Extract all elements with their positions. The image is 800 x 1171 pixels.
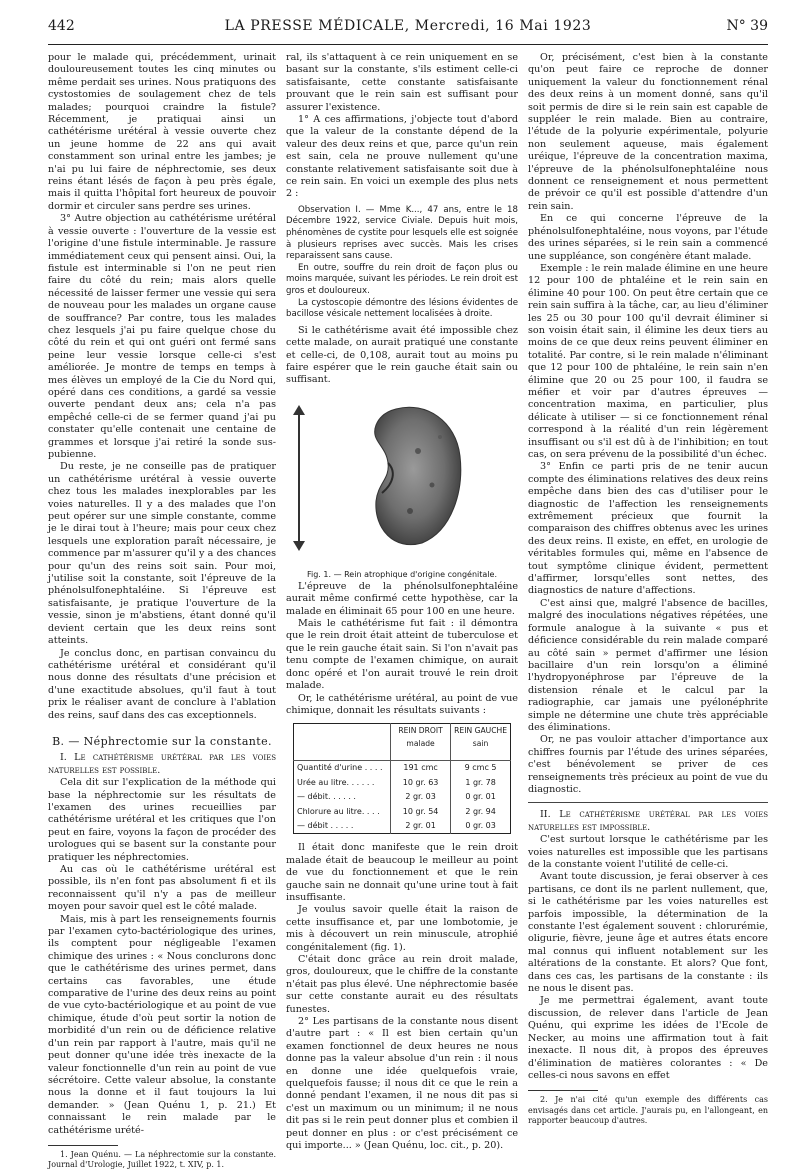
cell: 0 gr. 03	[451, 819, 511, 834]
observation-text: En outre, souffre du rein droit de façon plus ou moins marquée, suivant les périodes. Le rein droit est gros et douloureux.	[286, 262, 518, 297]
footnote: 1. Jean Quénu. — La néphrectomie sur la constante. Journal d'Urologie, Juillet 1922, t. XIV, p. 1.	[48, 1149, 276, 1170]
footnote-rule	[528, 1090, 598, 1091]
paragraph: Or, ne pas vouloir attacher d'importance aux chiffres fournis par l'étude des urines séparées, c'est bénévolement se priver de ces renseignements très précieux au point de vue du diagnostic.	[528, 734, 768, 795]
paragraph: Or, le cathétérisme urétéral, au point de vue chimique, donnait les résultats suivants :	[286, 692, 518, 716]
paragraph: Cela dit sur l'explication de la méthode qui base la néphrectomie sur les résultats de l'examen des urines recueillies par cathétérisme urétéral et les critiques que l'on peut en faire, voyons la façon de procéder des urologues qui se basent sur la constante pour pratiquer les néphrectomies.	[48, 777, 276, 863]
page-number: 442	[48, 18, 75, 34]
column-header: REIN GAUCHE sain	[451, 724, 511, 761]
footnote-rule	[48, 1145, 118, 1146]
scale-line	[298, 413, 300, 543]
issue-number: N° 39	[726, 18, 768, 34]
paragraph: pour le malade qui, précédemment, urinait douloureusement toutes les cinq minutes ou même perdait ses urines. Nous pratiquons des cystostomies de soulagement chez de tels malades; pourquoi craindre la fistule? Récemment, je pratiquai ainsi un cathétérisme urétéral à vessie ouverte chez un jeune homme de 22 ans qui avait constamment son urinal entre les jambes; je n'ai pu lui faire de néphrectomie, ses deux reins étant lésés de façon à peu près égale, mais il quitta l'hôpital fort heureux de pouvoir dormir et circuler sans perdre ses urines.	[48, 52, 276, 212]
observation-block	[286, 205, 518, 321]
paragraph: 2° Les partisans de la constante nous disent d'autre part : « Il est bien certain qu'un examen fonctionnel de deux heures ne nous donne pas la valeur absolue d'un rein : il nous en donne une idée quelquefois vraie, quelquefois fausse; il nous dit ce que le rein a donné pendant l'examen, il ne nous dit pas si c'est un maximum ou un minimum; il ne nous dit pas si le rein peut donner plus et combien il peut donner en plus : or c'est précisément ce qui importe... » (Jean Quénu, loc. cit., p. 20).	[286, 1016, 518, 1152]
row-label: Urée au litre. . . . . .	[297, 777, 375, 787]
section-rule	[528, 802, 768, 803]
paragraph: Avant toute discussion, je ferai observer à ces partisans, ce dont ils ne parlent nullement, que, si le cathétérisme par les voies naturelles est parfois impossible, la détermination de la constante l'est également souvent : chlorurémie, oligurie, fièvre, jeune âge et autres états encore mal connus qui influent notablement sur les altérations de la constante. Et alors? Que font, dans ces cas, les partisans de la constante : ils ne nous le disent pas.	[528, 871, 768, 995]
cell: 2 gr. 94	[451, 805, 511, 819]
table-row	[294, 761, 511, 776]
table-header-row	[294, 724, 511, 761]
kidney-illustration	[356, 401, 476, 551]
paragraph: L'épreuve de la phénolsulfonephtaléine aurait même confirmé cette hypothèse, car la malade en éliminait 65 pour 100 en une heure.	[286, 580, 518, 617]
paragraph: Je conclus donc, en partisan convaincu du cathétérisme urétéral et considérant qu'il nous donne des résultats d'une précision et d'une exactitude absolues, qu'il faut à tout prix le réaliser avant de conclure à l'ablation des reins, sauf dans des cas exceptionnels.	[48, 647, 276, 721]
paragraph: Exemple : le rein malade élimine en une heure 12 pour 100 de phtaléine et le rein sain en élimine 40 pour 100. On peut être certain que ce rein sain suffira à la tâche, car, au lieu d'éliminer les 25 ou 30 pour 100 qu'il devrait éliminer si son voisin était sain, il élimine les deux tiers au moins de ce que deux reins peuvent éliminer en totalité. Par contre, si le rein malade n'éliminant que 12 pour 100 de phtaléine, le rein sain n'en élimine que 20 ou 25 pour 100, il faudra se méfier et voir par d'autres épreuves — concentration maxima, en particulier, plus délicate à utiliser — si ce fonctionnement rénal correspond à la réalité d'un rein légèrement insuffisant ou s'il est dû à de l'inhibition; en tout cas, on sera prévenu de la possibilité d'un échec.	[528, 262, 768, 460]
paragraph: Or, précisément, c'est bien à la constante qu'on peut faire ce reproche de donner uniquement la valeur du fonctionnement rénal des deux reins à un moment donné, sans qu'il soit permis de dire si le rein sain est capable de suppléer le rein malade. Bien au contraire, l'étude de la polyurie expérimentale, polyurie non seulement aqueuse, mais également uréique, l'épreuve de la concentration maxima, l'épreuve de la phénolsulfonephtaléine nous donnent ce renseignement et nous permettent de prévoir ce qu'il est possible d'attendre d'un rein sain.	[528, 52, 768, 212]
paragraph: Du reste, je ne conseille pas de pratiquer un cathétérisme urétéral à vessie ouverte chez tous les malades inexplorables par les voies naturelles. Il y a des malades que l'on peut opérer sur une simple constante, comme je le dirai tout à l'heure; mais pour ceux chez lesquels une exploration paraît nécessaire, je commence par m'assurer qu'il y a des chances pour qu'un des reins soit sain. Pour moi, j'utilise soit la constante, soit l'épreuve de la phénolsulfonephtaléine. Si l'épreuve est satisfaisante, je pratique l'ouverture de la vessie, sinon je m'abstiens, étant donné qu'il devient certain que les deux reins sont atteints.	[48, 461, 276, 647]
journal-title: LA PRESSE MÉDICALE, Mercredi, 16 Mai 1923	[224, 18, 592, 34]
cell: 10 gr. 63	[391, 776, 451, 790]
cell: 0 gr. 01	[451, 790, 511, 804]
table-row	[294, 790, 511, 804]
paragraph: C'était donc grâce au rein droit malade, gros, douloureux, que le chiffre de la constante n'était pas plus élevé. Une néphrectomie basée sur cette constante aurait eu des résultats funestes.	[286, 954, 518, 1015]
paragraph: 3° Enfin ce parti pris de ne tenir aucun compte des éliminations relatives des deux reins empêche dans bien des cas d'utiliser pour le diagnostic de l'affection les renseignements extrêmement précieux que fournit la comparaison des chiffres obtenus avec les urines des deux reins. Il existe, en effet, en urologie de véritables formules qui, même en l'absence de tout symptôme clinique évident, permettent d'affirmer, lorsqu'elles sont nettes, des diagnostics de nature d'affections.	[528, 461, 768, 597]
paragraph: 1° A ces affirmations, j'objecte tout d'abord que la valeur de la constante dépend de la valeur des deux reins et que, parce qu'un rein est sain, cela ne prouve nullement qu'une constante relativement satisfaisante soit due à ce rein sain. En voici un exemple des plus nets 2 :	[286, 114, 518, 200]
column-2	[286, 52, 518, 1152]
row-label: Quantité d'urine . . . .	[297, 763, 383, 773]
paragraph: Mais le cathétérisme fut fait : il démontra que le rein droit était atteint de tuberculose et que le rein gauche était sain. Si l'on n'avait pas tenu compte de l'examen chimique, on aurait donc opéré et l'on aurait trouvé le rein droit malade.	[286, 618, 518, 692]
subsection-heading: II. Le cathétérisme urétéral par les voies naturelles est impossible.	[528, 809, 768, 833]
page-header	[48, 8, 768, 45]
paragraph: En ce qui concerne l'épreuve de la phénolsulfonephtaléine, nous voyons, par l'étude des urines séparées, si le rein sain a commencé une suppléance, son congénère étant malade.	[528, 213, 768, 262]
paragraph: Je me permettrai également, avant toute discussion, de relever dans l'article de Jean Quénu, qui exprime les idées de l'Ecole de Necker, au moins une affirmation tout à fait inexacte. Il nous dit, à propos des épreuves d'élimination de matières colorantes : « De celles-ci nous savons en effet	[528, 995, 768, 1081]
column-header: REIN DROIT malade	[391, 724, 451, 761]
paragraph: Si le cathétérisme avait été impossible chez cette malade, on aurait pratiqué une constante et celle-ci, de 0,108, aurait tout au moins pu faire espérer que le rein gauche était sain ou suffisant.	[286, 324, 518, 386]
table-row	[294, 805, 511, 819]
paragraph: C'est surtout lorsque le cathétérisme par les voies naturelles est impossible que les partisans de la constante voient l'utilité de celle-ci.	[528, 834, 768, 870]
paragraph: C'est ainsi que, malgré l'absence de bacilles, malgré des inoculations négatives répétées, une formule analogue à la suivante « pus et déficience considérable du rein malade comparé au côté sain » permet d'affirmer une lésion bacillaire d'un rein lorsqu'on a éliminé l'hydropyonéphrose par l'épreuve de la distension rénale et le calcul par la radiographie, car jamais une pyélonéphrite simple ne détermine une chute très appréciable des éliminations.	[528, 597, 768, 733]
results-table	[293, 723, 511, 834]
paragraph: ral, ils s'attaquent à ce rein uniquement en se basant sur la constante, s'ils estiment celle-ci satisfaisante, cette constante satisfaisante prouvant que le rein sain est suffisant pour assurer l'existence.	[286, 52, 518, 113]
column-3	[528, 52, 768, 1126]
cell: 9 cmc 5	[451, 761, 511, 776]
paragraph: Il était donc manifeste que le rein droit malade était de beaucoup le meilleur au point de vue du fonctionnement et que le rein gauche sain ne donnait qu'une urine tout à fait insuffisante.	[286, 842, 518, 903]
arrow-down-icon	[293, 541, 305, 551]
paragraph: Je voulus savoir quelle était la raison de cette insuffisance et, par une lombotomie, je mis à découvert un rein minuscule, atrophié congénitalement (fig. 1).	[286, 904, 518, 953]
paragraph: Au cas où le cathétérisme urétéral est possible, ils n'en font pas absolument fi et ils reconnaissent qu'il n'y a pas de meilleur moyen pour savoir quel est le côté malade.	[48, 864, 276, 913]
figure-1	[286, 393, 518, 581]
column-1	[48, 52, 276, 1170]
table-row	[294, 776, 511, 790]
row-label: — débit. . . . . .	[297, 792, 356, 802]
subsection-heading: I. Le cathétérisme urétéral par les voies naturelles est possible.	[48, 752, 276, 776]
row-label: — débit . . . . .	[297, 820, 354, 830]
cell: 2 gr. 01	[391, 819, 451, 834]
figure-caption: Fig. 1. — Rein atrophique d'origine congénitale.	[306, 569, 497, 579]
footnote: 2. Je n'ai cité qu'un exemple des différents cas envisagés dans cet article. J'aurais pu, en l'allongeant, en rapporter beaucoup d'autres.	[528, 1095, 768, 1126]
row-label: Chlorure au litre. . . .	[297, 806, 380, 816]
cell: 10 gr. 54	[391, 805, 451, 819]
cell: 191 cmc	[391, 761, 451, 776]
observation-text: Observation I. — Mme K..., 47 ans, entre le 18 Décembre 1922, service Civiale. Depuis huit mois, phénomènes de cystite pour lesquels elle est soignée à plusieurs reprises avec succès. Mais les crises reparaissent sans cause.	[286, 204, 518, 262]
cell: 2 gr. 03	[391, 790, 451, 804]
paragraph: Mais, mis à part les renseignements fournis par l'examen cyto-bactériologique des urines, ils comptent pour négligeable l'examen chimique des urines : « Nous conclurons donc que le cathétérisme des urines permet, dans certains cas favorables, une étude comparative de l'urine des deux reins au point de vue cyto-bactériologique et au point de vue chimique, étude d'où peut sortir la notion de morbidité d'un rein ou de déficience relative d'un rein par rapport à l'autre, mais qu'il ne peut donner qu'une idée très inexacte de la valeur fonctionnelle d'un rein au point de vue sécrétoire. Cette valeur absolue, la constante nous la donne et il faut toujours la lui demander. » (Jean Quénu 1, p. 21.) Et connaissant le rein malade par le cathétérisme urété-	[48, 913, 276, 1136]
section-heading: B. — Néphrectomie sur la constante.	[52, 734, 272, 748]
observation-text: La cystoscopie démontre des lésions évidentes de bacillose vésicale nettement localisées à droite.	[286, 297, 518, 320]
cell: 1 gr. 78	[451, 776, 511, 790]
table-row	[294, 819, 511, 834]
paragraph: 3° Autre objection au cathétérisme urétéral à vessie ouverte : l'ouverture de la vessie est l'origine d'une fistule interminable. Je rassure immédiatement ceux qui pensent ainsi. Oui, la fistule est interminable si l'on ne peut rien faire du côté du rein; mais alors quelle nécessité de laisser fermer une vessie qui sera de nouveau pour les malades un organe cause de souffrance? Par contre, tous les malades chez lesquels j'ai pu faire quelque chose du côté du rein et qui ont guéri ont fermé sans peine leur vessie lorsque celle-ci s'est améliorée. Je montre de temps en temps à mes élèves un employé de la Cie du Nord qui, opéré dans ces conditions, a gardé sa vessie ouverte pendant deux ans; cela n'a pas empêché celle-ci de se fermer quand j'ai pu constater qu'elle contenait une centaine de grammes et lorsque j'ai retiré la sonde sus-pubienne.	[48, 213, 276, 460]
